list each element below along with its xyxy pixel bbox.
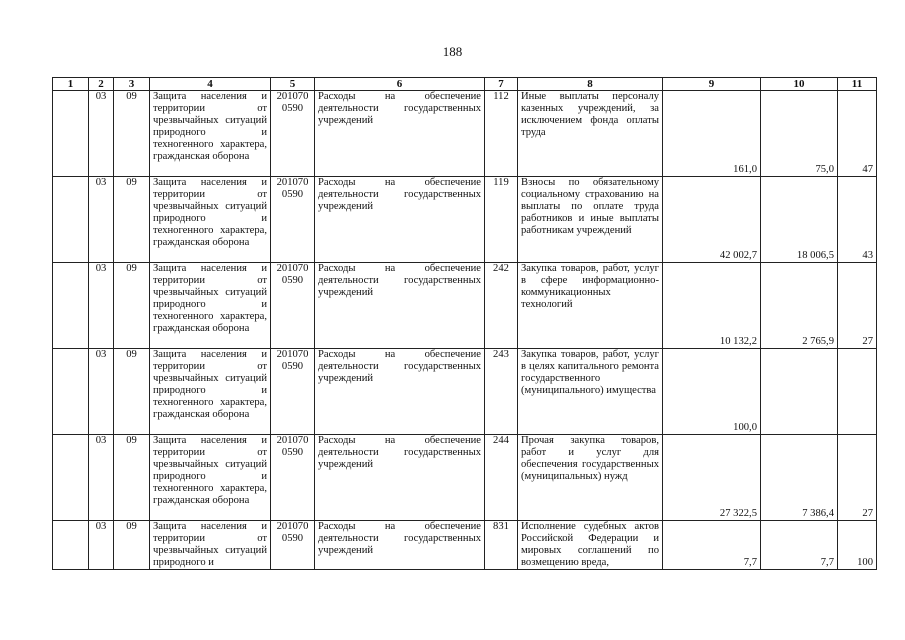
cell-target-name: Расходы на обеспечение деятельности государственных учреждений bbox=[315, 521, 485, 570]
cell-percent bbox=[838, 349, 877, 435]
cell-section: 03 bbox=[89, 521, 114, 570]
cell-executed: 75,0 bbox=[761, 91, 838, 177]
table-row bbox=[53, 177, 877, 263]
cell-expense-name: Взносы по обязательному социальному страхованию на выплаты по оплате труда работников и иные выплаты работникам учреждений bbox=[518, 177, 663, 263]
cell-expense-type: 112 bbox=[485, 91, 518, 177]
table-row bbox=[53, 435, 877, 521]
cell-executed: 7,7 bbox=[761, 521, 838, 570]
cell-index bbox=[53, 91, 89, 177]
cell-executed: 2 765,9 bbox=[761, 263, 838, 349]
budget-table bbox=[52, 77, 877, 570]
cell-section: 03 bbox=[89, 263, 114, 349]
cell-index bbox=[53, 263, 89, 349]
header-cell: 7 bbox=[485, 78, 518, 91]
table-row bbox=[53, 521, 877, 570]
table-row bbox=[53, 91, 877, 177]
page-number: 188 bbox=[442, 44, 463, 59]
cell-planned: 10 132,2 bbox=[663, 263, 761, 349]
cell-target-code: 201070 0590 bbox=[271, 349, 315, 435]
cell-expense-name: Закупка товаров, работ, услуг в сфере информационно-коммуникационных технологий bbox=[518, 263, 663, 349]
cell-subsection: 09 bbox=[114, 435, 150, 521]
cell-index bbox=[53, 521, 89, 570]
cell-index bbox=[53, 349, 89, 435]
cell-target-name: Расходы на обеспечение деятельности государственных учреждений bbox=[315, 263, 485, 349]
cell-percent: 27 bbox=[838, 263, 877, 349]
header-cell: 6 bbox=[315, 78, 485, 91]
cell-target-name: Расходы на обеспечение деятельности государственных учреждений bbox=[315, 435, 485, 521]
cell-section: 03 bbox=[89, 349, 114, 435]
cell-section-name: Защита населения и территории от чрезвычайных ситуаций природного и bbox=[150, 521, 271, 570]
table-row bbox=[53, 349, 877, 435]
header-cell: 1 bbox=[53, 78, 89, 91]
cell-expense-type: 242 bbox=[485, 263, 518, 349]
header-cell: 4 bbox=[150, 78, 271, 91]
header-cell: 8 bbox=[518, 78, 663, 91]
cell-subsection: 09 bbox=[114, 177, 150, 263]
cell-subsection: 09 bbox=[114, 349, 150, 435]
cell-planned: 100,0 bbox=[663, 349, 761, 435]
cell-subsection: 09 bbox=[114, 91, 150, 177]
header-cell: 5 bbox=[271, 78, 315, 91]
cell-planned: 7,7 bbox=[663, 521, 761, 570]
cell-subsection: 09 bbox=[114, 263, 150, 349]
header-cell: 9 bbox=[663, 78, 761, 91]
cell-expense-type: 243 bbox=[485, 349, 518, 435]
cell-index bbox=[53, 177, 89, 263]
cell-section: 03 bbox=[89, 435, 114, 521]
cell-target-code: 201070 0590 bbox=[271, 91, 315, 177]
cell-target-name: Расходы на обеспечение деятельности государственных учреждений bbox=[315, 177, 485, 263]
cell-executed bbox=[761, 349, 838, 435]
cell-section-name: Защита населения и территории от чрезвычайных ситуаций природного и техногенного характера, гражданская оборона bbox=[150, 435, 271, 521]
cell-expense-type: 119 bbox=[485, 177, 518, 263]
cell-expense-name: Закупка товаров, работ, услуг в целях капитального ремонта государственного (муниципального) имущества bbox=[518, 349, 663, 435]
cell-index bbox=[53, 435, 89, 521]
cell-percent: 100 bbox=[838, 521, 877, 570]
cell-expense-name: Исполнение судебных актов Российской Федерации и мировых соглашений по возмещению вреда, bbox=[518, 521, 663, 570]
cell-target-code: 201070 0590 bbox=[271, 435, 315, 521]
cell-section-name: Защита населения и территории от чрезвычайных ситуаций природного и техногенного характера, гражданская оборона bbox=[150, 91, 271, 177]
cell-percent: 47 bbox=[838, 91, 877, 177]
cell-expense-type: 244 bbox=[485, 435, 518, 521]
cell-planned: 27 322,5 bbox=[663, 435, 761, 521]
header-cell: 11 bbox=[838, 78, 877, 91]
cell-section-name: Защита населения и территории от чрезвычайных ситуаций природного и техногенного характера, гражданская оборона bbox=[150, 263, 271, 349]
cell-target-code: 201070 0590 bbox=[271, 263, 315, 349]
cell-percent: 27 bbox=[838, 435, 877, 521]
cell-section-name: Защита населения и территории от чрезвычайных ситуаций природного и техногенного характера, гражданская оборона bbox=[150, 349, 271, 435]
cell-target-name: Расходы на обеспечение деятельности государственных учреждений bbox=[315, 91, 485, 177]
header-row bbox=[53, 78, 877, 91]
cell-target-name: Расходы на обеспечение деятельности государственных учреждений bbox=[315, 349, 485, 435]
cell-executed: 18 006,5 bbox=[761, 177, 838, 263]
cell-section: 03 bbox=[89, 91, 114, 177]
cell-percent: 43 bbox=[838, 177, 877, 263]
header-cell: 10 bbox=[761, 78, 838, 91]
cell-planned: 161,0 bbox=[663, 91, 761, 177]
cell-planned: 42 002,7 bbox=[663, 177, 761, 263]
table-row bbox=[53, 263, 877, 349]
cell-section-name: Защита населения и территории от чрезвычайных ситуаций природного и техногенного характера, гражданская оборона bbox=[150, 177, 271, 263]
cell-section: 03 bbox=[89, 177, 114, 263]
cell-target-code: 201070 0590 bbox=[271, 177, 315, 263]
cell-target-code: 201070 0590 bbox=[271, 521, 315, 570]
header-cell: 2 bbox=[89, 78, 114, 91]
cell-expense-name: Иные выплаты персоналу казенных учреждений, за исключением фонда оплаты труда bbox=[518, 91, 663, 177]
cell-expense-name: Прочая закупка товаров, работ и услуг для обеспечения государственных (муниципальных) нужд bbox=[518, 435, 663, 521]
cell-executed: 7 386,4 bbox=[761, 435, 838, 521]
cell-subsection: 09 bbox=[114, 521, 150, 570]
header-cell: 3 bbox=[114, 78, 150, 91]
cell-expense-type: 831 bbox=[485, 521, 518, 570]
